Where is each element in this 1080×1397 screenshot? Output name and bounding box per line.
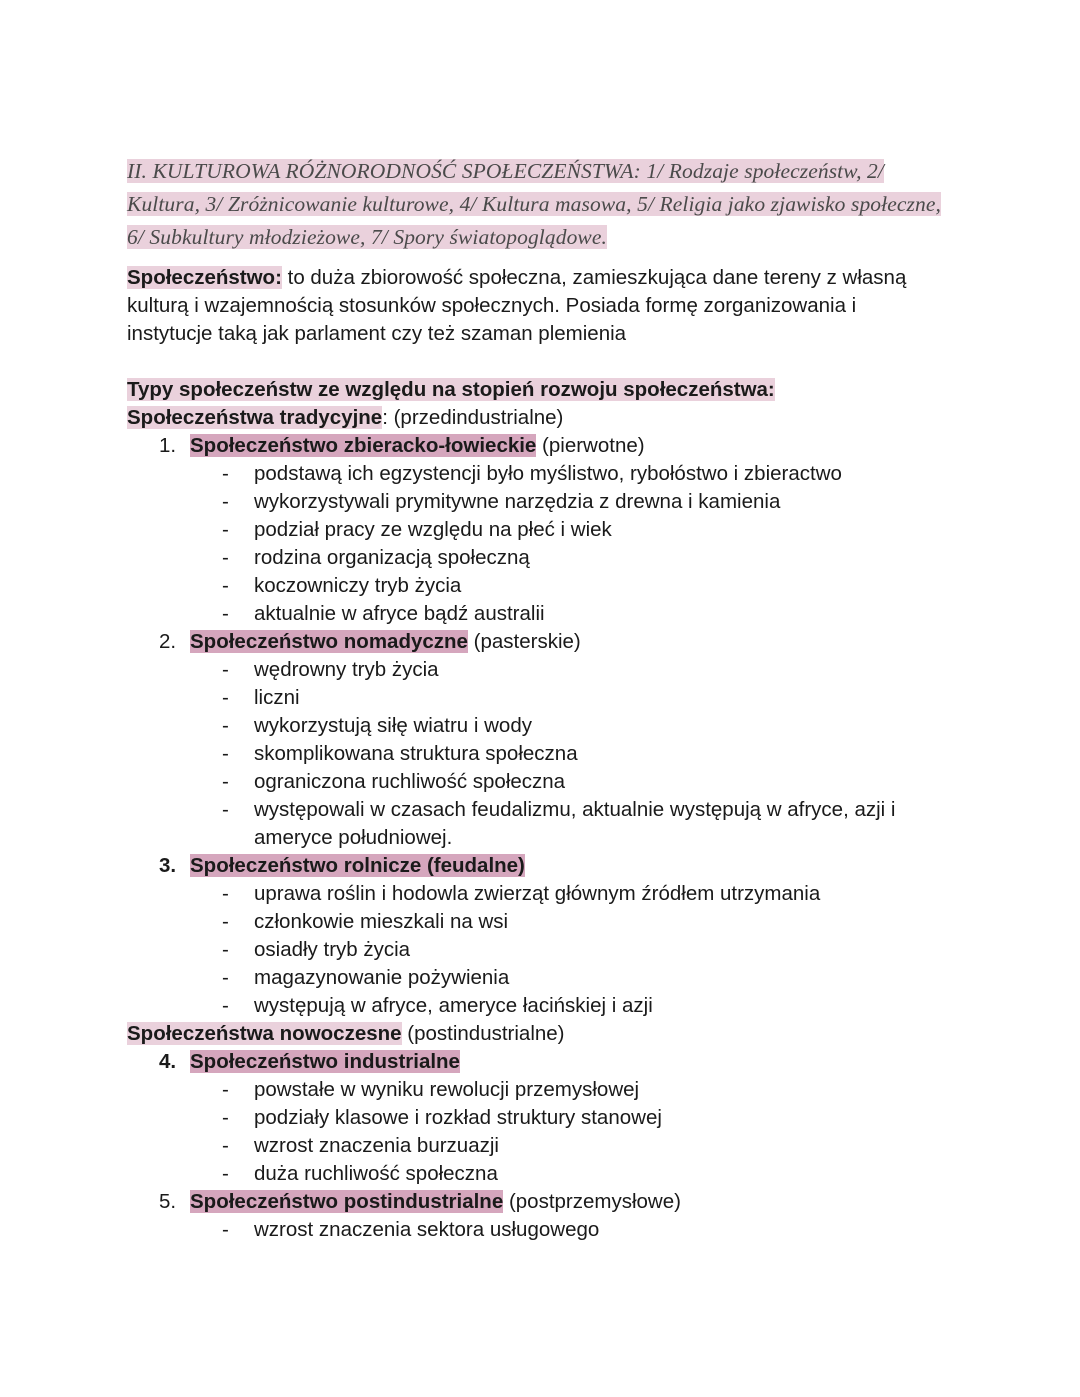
list-item — [127, 796, 947, 852]
list-item — [127, 572, 947, 600]
types-heading-text: Typy społeczeństw ze względu na stopień rozwoju społeczeństwa: — [127, 378, 775, 401]
dash-marker: - — [222, 910, 229, 933]
bullet-list — [127, 880, 947, 1020]
traditional-suffix: : (przedindustrialne) — [382, 406, 564, 429]
list-item — [127, 460, 947, 488]
modern-label: Społeczeństwa nowoczesne — [127, 1022, 402, 1045]
bullet-list — [127, 1216, 947, 1244]
dash-marker: - — [222, 1106, 229, 1129]
dash-marker: - — [222, 938, 229, 961]
list-item-text: rodzina organizacją społeczną — [254, 546, 530, 569]
dash-marker: - — [222, 1078, 229, 1101]
list-item — [127, 684, 947, 712]
society-type-title: Społeczeństwo rolnicze (feudalne) — [190, 854, 525, 877]
list-item-text: ograniczona ruchliwość społeczna — [254, 770, 566, 793]
society-type-item — [127, 628, 947, 852]
modern-heading — [127, 1020, 947, 1048]
modern-suffix: (postindustrialne) — [401, 1022, 565, 1045]
list-item — [127, 1160, 947, 1188]
dash-marker: - — [222, 770, 229, 793]
types-heading — [127, 376, 947, 404]
list-item — [127, 992, 947, 1020]
list-item-text: podział pracy ze względu na płeć i wiek — [254, 518, 612, 541]
list-item-text: koczowniczy tryb życia — [254, 574, 462, 597]
traditional-label: Społeczeństwa tradycyjne — [127, 406, 383, 429]
list-item — [127, 740, 947, 768]
dash-marker: - — [222, 658, 229, 681]
definition-term: Społeczeństwo: — [127, 266, 282, 289]
list-item-text: występowali w czasach feudalizmu, aktualnie występują w afryce, azji i ameryce południowej. — [254, 798, 896, 849]
bullet-list — [127, 1076, 947, 1188]
list-item-text: duża ruchliwość społeczna — [254, 1162, 498, 1185]
list-item-text: członkowie mieszkali na wsi — [254, 910, 509, 933]
dash-marker: - — [222, 994, 229, 1017]
list-item — [127, 1132, 947, 1160]
spacer — [127, 348, 947, 376]
document-page — [127, 155, 947, 1244]
list-item-text: podstawą ich egzystencji było myślistwo, rybołóstwo i zbieractwo — [254, 462, 842, 485]
bullet-list — [127, 656, 947, 852]
section-heading — [127, 155, 947, 254]
list-item-text: wykorzystują siłę wiatru i wody — [254, 714, 532, 737]
item-number: 1. — [159, 434, 177, 457]
list-item — [127, 712, 947, 740]
list-item-text: osiadły tryb życia — [254, 938, 411, 961]
list-item — [127, 880, 947, 908]
list-item-text: wykorzystywali prymitywne narzędzia z drewna i kamienia — [254, 490, 781, 513]
society-type-item — [127, 852, 947, 1020]
definition-paragraph — [127, 264, 947, 348]
dash-marker: - — [222, 1218, 229, 1241]
dash-marker: - — [222, 546, 229, 569]
list-item-text: liczni — [254, 686, 300, 709]
list-item — [127, 544, 947, 572]
traditional-heading — [127, 404, 947, 432]
society-type-note: (pierwotne) — [536, 434, 645, 457]
item-number: 2. — [159, 630, 177, 653]
item-number: 4. — [159, 1050, 177, 1073]
definition-text: to duża zbiorowość społeczna, zamieszkująca dane tereny z własną kulturą i wzajemnością stosunków społecznych. Posiada formę zorganizowania i instytucje taką jak parlament czy też szaman plemienia — [127, 266, 907, 345]
society-type-title: Społeczeństwo postindustrialne — [190, 1190, 504, 1213]
item-number: 3. — [159, 854, 177, 877]
item-number: 5. — [159, 1190, 177, 1213]
dash-marker: - — [222, 882, 229, 905]
dash-marker: - — [222, 686, 229, 709]
society-type-title-row — [127, 628, 947, 656]
dash-marker: - — [222, 798, 229, 821]
dash-marker: - — [222, 518, 229, 541]
list-item-text: skomplikowana struktura społeczna — [254, 742, 578, 765]
list-item — [127, 1104, 947, 1132]
society-type-title-row — [127, 1188, 947, 1216]
list-item-text: podziały klasowe i rozkład struktury stanowej — [254, 1106, 662, 1129]
dash-marker: - — [222, 714, 229, 737]
list-item — [127, 516, 947, 544]
list-item-text: wzrost znaczenia sektora usługowego — [254, 1218, 600, 1241]
bullet-list — [127, 460, 947, 628]
list-item-text: powstałe w wyniku rewolucji przemysłowej — [254, 1078, 640, 1101]
list-item — [127, 936, 947, 964]
list-item-text: aktualnie w afryce bądź australii — [254, 602, 545, 625]
section-heading-text: II. KULTUROWA RÓŻNORODNOŚĆ SPOŁECZEŃSTWA: 1/ Rodzaje społeczeństw, 2/ Kultura, 3/ Zróżnicowanie kulturowe, 4/ Kultura masowa, 5/ Religia jako zjawisko społeczne, 6/ Subkultury młodzieżowe, 7/ Spory światopoglądowe. — [127, 159, 941, 249]
dash-marker: - — [222, 490, 229, 513]
list-item — [127, 600, 947, 628]
society-type-note: (postprzemysłowe) — [503, 1190, 681, 1213]
dash-marker: - — [222, 574, 229, 597]
list-item — [127, 656, 947, 684]
society-type-title: Społeczeństwo nomadyczne — [190, 630, 468, 653]
society-type-title-row — [127, 432, 947, 460]
dash-marker: - — [222, 966, 229, 989]
list-item-text: występują w afryce, ameryce łacińskiej i azji — [254, 994, 653, 1017]
list-item — [127, 768, 947, 796]
list-item-text: uprawa roślin i hodowla zwierząt głównym źródłem utrzymania — [254, 882, 821, 905]
list-item-text: wzrost znaczenia burzuazji — [254, 1134, 499, 1157]
list-item-text: magazynowanie pożywienia — [254, 966, 510, 989]
society-type-item — [127, 432, 947, 628]
society-type-title: Społeczeństwo zbieracko-łowieckie — [190, 434, 537, 457]
dash-marker: - — [222, 602, 229, 625]
list-item-text: wędrowny tryb życia — [254, 658, 439, 681]
society-type-item — [127, 1048, 947, 1188]
list-item — [127, 964, 947, 992]
dash-marker: - — [222, 1162, 229, 1185]
list-item — [127, 908, 947, 936]
dash-marker: - — [222, 1134, 229, 1157]
list-item — [127, 1216, 947, 1244]
list-item — [127, 1076, 947, 1104]
society-type-title-row — [127, 852, 947, 880]
society-type-title-row — [127, 1048, 947, 1076]
dash-marker: - — [222, 742, 229, 765]
list-item — [127, 488, 947, 516]
dash-marker: - — [222, 462, 229, 485]
society-type-item — [127, 1188, 947, 1244]
society-type-note: (pasterskie) — [467, 630, 581, 653]
society-type-title: Społeczeństwo industrialne — [190, 1050, 460, 1073]
